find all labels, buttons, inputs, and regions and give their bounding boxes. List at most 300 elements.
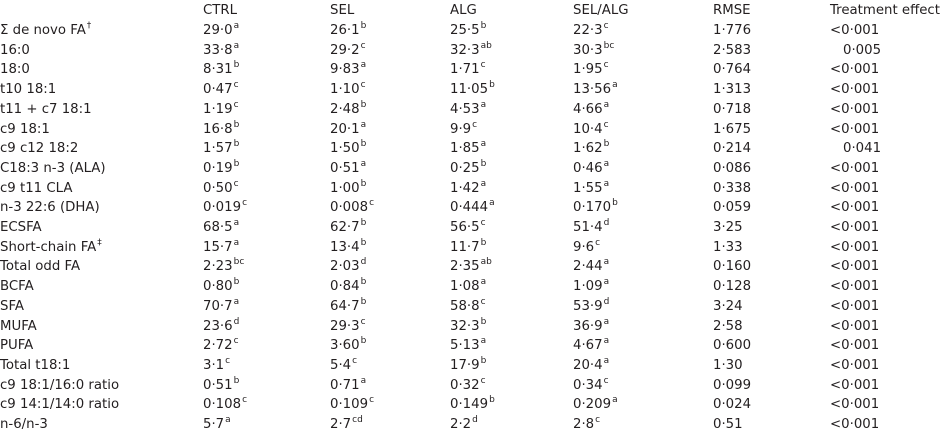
significance-superscript: c [233,99,239,110]
significance-superscript: a [233,40,240,51]
cell-text: 68·5 [203,220,233,235]
cell-text: 3·1 [203,357,225,373]
header-sel-alg: SEL/ALG [573,3,629,18]
cell-text: <0·001 [830,200,880,216]
treatment-effect-value [830,159,879,178]
alg-value [450,336,486,357]
significance-superscript: a [225,415,231,425]
row-label [0,80,57,101]
cell-text: 0·149 [450,397,489,413]
significance-superscript: c [480,296,486,307]
row-label [0,277,35,298]
cell-text: 1·09 [573,279,603,295]
cell-text: 9·9 [450,121,472,137]
sel-value [330,415,363,436]
alg-value [450,238,486,259]
cell-text: <0·001 [830,259,880,275]
cell-text: 0·71 [330,377,360,393]
rmse-value [713,80,751,99]
alg-value [450,21,486,42]
significance-superscript: b [360,296,367,307]
cell-text: 2·7 [330,417,352,432]
cell-text: 2·72 [203,338,233,354]
cell-text: <0·001 [830,121,880,137]
sel-value [330,317,366,338]
sel-value [330,60,366,81]
significance-superscript: bc [233,257,245,268]
cell-text: SFA [0,298,24,314]
cell-text: 0·50 [203,180,233,196]
cell-text: 0·099 [713,377,752,393]
cell-text: MUFA [0,318,37,334]
ctrl-value [203,376,239,397]
table-row [0,257,942,276]
cell-text: 10·4 [573,121,603,137]
significance-superscript: c [233,336,239,347]
significance-superscript: b [489,395,495,406]
cell-text: 30·3 [573,42,603,58]
treatment-effect-value [830,395,879,414]
cell-text: 2·48 [330,101,360,117]
cell-text: 23·6 [203,318,233,334]
sel-value [330,41,366,62]
table-row [0,41,942,60]
cell-text: 53·9 [573,298,603,314]
cell-text: <0·001 [830,239,880,255]
cell-text: 29·3 [330,318,360,334]
sel-alg-value [573,80,618,101]
sel-value [330,198,374,219]
row-label [0,179,73,200]
cell-text: 4·67 [573,338,603,354]
significance-superscript: a [233,21,240,31]
cell-text: 13·56 [573,82,612,98]
ctrl-value [203,218,239,239]
significance-superscript: a [480,139,487,150]
sel-alg-value [573,218,609,239]
table-row [0,297,942,316]
cell-text: 11·7 [450,239,480,255]
table-row [0,277,942,296]
significance-superscript: c [233,178,239,189]
sel-value [330,179,366,200]
alg-value [450,60,486,81]
alg-value [450,317,486,338]
cell-text: <0·001 [830,62,880,78]
sel-alg-value [573,317,609,338]
cell-text: 0·128 [713,279,752,295]
significance-superscript: a [480,178,487,189]
treatment-effect-value [830,21,879,40]
sel-alg-value [573,198,618,219]
cell-text: 0·008 [330,200,369,216]
cell-text: 0·51 [203,377,233,393]
significance-superscript: b [360,277,367,288]
sel-alg-value [573,100,609,121]
cell-text: 3·24 [713,298,743,314]
cell-text: <0·001 [830,220,880,235]
cell-text: 32·3 [450,42,480,58]
ctrl-value [203,41,239,62]
significance-superscript: a [233,237,240,248]
sel-alg-value [573,277,609,298]
sel-value [330,395,374,416]
rmse-value [713,297,743,316]
rmse-value [713,257,751,276]
cell-text: 2·583 [713,42,752,58]
significance-superscript: b [480,355,487,366]
significance-superscript: c [225,355,231,366]
treatment-effect-value [830,376,879,395]
cell-text: 0·160 [713,259,752,275]
row-label [0,415,49,436]
cell-text: 3·25 [713,220,743,235]
cell-text: 58·8 [450,298,480,314]
significance-superscript: c [369,198,375,209]
row-label [0,60,31,81]
header-sel: SEL [330,3,355,18]
cell-text: 16·8 [203,121,233,137]
cell-text: 1·776 [713,23,752,38]
rmse-value [713,120,751,139]
significance-superscript: c [603,375,609,386]
cell-text: <0·001 [830,397,880,413]
cell-text: 1·62 [573,141,603,157]
treatment-effect-value [830,198,879,217]
significance-superscript: b [360,336,367,347]
cell-text: 1·19 [203,101,233,117]
treatment-effect-value [830,120,879,139]
cell-text: 0·19 [203,160,233,176]
row-label [0,395,120,416]
rmse-value [713,376,751,395]
rmse-value [713,356,743,375]
significance-superscript: a [603,178,610,189]
significance-superscript: c [233,80,239,91]
cell-text: 0·51 [330,160,360,176]
cell-text: <0·001 [830,357,880,373]
cell-text: 1·00 [330,180,360,196]
ctrl-value [203,159,239,180]
treatment-effect-value [830,179,879,198]
cell-text: 2·58 [713,318,743,334]
significance-superscript: a [603,336,610,347]
ctrl-value [203,139,239,160]
sel-value [330,80,366,101]
cell-text: 1·55 [573,180,603,196]
treatment-effect-value [830,415,879,434]
alg-value [450,80,495,101]
cell-text: 26·1 [330,23,360,38]
significance-superscript: a [480,277,487,288]
cell-text: <0·001 [830,82,880,98]
treatment-effect-value [830,60,879,79]
table-row [0,60,942,79]
cell-text: 64·7 [330,298,360,314]
significance-superscript: a [360,375,367,386]
table-row [0,21,942,40]
significance-superscript: b [233,277,240,288]
table-row [0,415,942,434]
rmse-value [713,277,751,296]
ctrl-value [203,257,244,278]
cell-text: c9 18:1 [0,121,50,137]
cell-text: 70·7 [203,298,233,314]
cell-text: BCFA [0,279,34,295]
rmse-value [713,218,743,237]
alg-value [450,198,495,219]
alg-value [450,297,486,318]
sel-value [330,139,366,160]
sel-alg-value [573,139,609,160]
cell-text: 1·95 [573,62,603,78]
cell-text: 0·25 [450,160,480,176]
table-header-row [0,1,942,20]
significance-superscript: a [360,158,367,169]
cell-text: <0·001 [830,180,880,196]
sel-value [330,297,366,318]
table-row [0,336,942,355]
significance-superscript: a [603,277,610,288]
cell-text: 29·2 [330,42,360,58]
rmse-value [713,415,743,434]
rmse-value [713,317,743,336]
ctrl-value [203,317,239,338]
significance-superscript: b [233,139,240,150]
significance-superscript: b [480,316,487,327]
cell-text: 22·3 [573,23,603,38]
significance-superscript: c [480,60,486,71]
significance-superscript: c [595,237,601,248]
row-label [0,41,31,62]
significance-superscript: b [360,139,367,150]
sel-alg-value [573,60,609,81]
ctrl-value [203,297,239,318]
cell-text: Short-chain FA [0,239,97,255]
cell-text: <0·001 [830,338,880,354]
significance-superscript: a [233,296,240,307]
row-label [0,100,93,121]
treatment-effect-value [830,277,879,296]
cell-text: 1·30 [713,357,743,373]
header-treatment-effect: Treatment effect [830,3,940,18]
row-label [0,336,34,357]
cell-text: c9 t11 CLA [0,180,73,196]
cell-text: <0·001 [830,318,880,334]
table-row [0,376,942,395]
rmse-value [713,139,751,158]
cell-text: 32·3 [450,318,480,334]
cell-text: <0·001 [830,377,880,393]
significance-superscript: a [489,198,495,209]
ctrl-value [203,179,239,200]
cell-text: c9 c12 18:2 [0,141,79,157]
cell-text: ECSFA [0,220,42,235]
cell-text: 29·0 [203,23,233,38]
treatment-effect-value [830,356,879,375]
cell-text: 0·209 [573,397,612,413]
cell-text: 1·33 [713,239,743,255]
significance-superscript: a [233,218,240,228]
cell-text: <0·001 [830,101,880,117]
ctrl-value [203,415,231,436]
cell-text: t11 + c7 18:1 [0,101,92,117]
significance-superscript: b [360,21,367,31]
ctrl-value [203,336,239,357]
cell-text: Total t18:1 [0,357,71,373]
cell-text: 0·109 [330,397,369,413]
cell-text: 17·9 [450,357,480,373]
significance-superscript: ab [480,257,492,268]
cell-text: t10 18:1 [0,82,57,98]
cell-text: 0·108 [203,397,242,413]
cell-text: 3·60 [330,338,360,354]
rmse-value [713,336,751,355]
sel-value [330,336,366,357]
sel-alg-value [573,415,600,436]
cell-text: 0·51 [713,417,743,432]
cell-text: 0·338 [713,180,752,196]
cell-text: 20·1 [330,121,360,137]
significance-superscript: b [612,198,618,209]
alg-value [450,277,486,298]
alg-value [450,218,486,239]
alg-value [450,376,486,397]
rmse-value [713,238,743,257]
cell-text: 1·08 [450,279,480,295]
significance-superscript: cd [352,415,363,425]
cell-text: 9·83 [330,62,360,78]
table-row [0,120,942,139]
alg-value [450,257,492,278]
table-row [0,317,942,336]
alg-value [450,179,486,200]
cell-text: 0·019 [203,200,242,216]
cell-text: 13·4 [330,239,360,255]
row-label [0,139,79,160]
cell-text: 0·041 [843,141,882,157]
treatment-effect-value [830,218,879,237]
significance-superscript: a [603,99,610,110]
sel-value [330,277,366,298]
significance-superscript: c [360,80,366,91]
header-rmse: RMSE [713,3,751,18]
sel-alg-value [573,159,609,180]
significance-superscript: b [480,237,487,248]
treatment-effect-value [830,336,879,355]
significance-superscript: a [612,80,618,91]
table-row [0,356,942,375]
significance-superscript: c [242,395,248,406]
cell-text: 0·024 [713,397,752,413]
rmse-value [713,395,751,414]
significance-superscript: c [480,218,486,228]
alg-value [450,395,495,416]
alg-value [450,41,492,62]
ctrl-value [203,277,239,298]
rmse-value [713,100,751,119]
cell-text: n-6/n-3 [0,417,48,432]
table-row [0,159,942,178]
ctrl-value [203,60,239,81]
sel-value [330,100,366,121]
sel-alg-value [573,356,609,377]
cell-text: <0·001 [830,417,880,432]
cell-text: 1·10 [330,82,360,98]
significance-superscript: a [603,316,610,327]
cell-text: 16:0 [0,42,30,58]
cell-text: 15·7 [203,239,233,255]
cell-text: 20·4 [573,357,603,373]
significance-superscript: b [233,119,240,130]
table-row [0,179,942,198]
significance-superscript: c [603,21,609,31]
significance-superscript: c [603,119,609,130]
cell-text: PUFA [0,338,34,354]
cell-text: 2·03 [330,259,360,275]
header-ctrl: CTRL [203,3,238,18]
row-label [0,297,25,318]
ctrl-value [203,238,239,259]
significance-superscript: b [360,237,367,248]
cell-text: 0·444 [450,200,489,216]
significance-superscript: a [360,60,367,71]
cell-text: 62·7 [330,220,360,235]
cell-text: 0·005 [843,42,882,58]
cell-text: c9 14:1/14:0 ratio [0,397,120,413]
significance-superscript: d [360,257,367,268]
cell-text: 0·059 [713,200,752,216]
table-row [0,100,942,119]
sel-alg-value [573,297,609,318]
row-label [0,120,51,141]
cell-text: 4·53 [450,101,480,117]
ctrl-value [203,356,230,377]
cell-text: 1·57 [203,141,233,157]
cell-text: 0·764 [713,62,752,78]
cell-text: 0·170 [573,200,612,216]
significance-superscript: ‡ [97,237,102,248]
significance-superscript: b [360,218,367,228]
alg-value [450,120,477,141]
row-label [0,356,71,377]
treatment-effect-value [830,238,879,257]
rmse-value [713,159,751,178]
cell-text: <0·001 [830,279,880,295]
rmse-value [713,60,751,79]
table-row [0,139,942,158]
cell-text: 0·32 [450,377,480,393]
sel-value [330,218,366,239]
row-label [0,198,101,219]
treatment-effect-value [830,139,881,158]
sel-value [330,120,366,141]
sel-alg-value [573,257,609,278]
row-label [0,218,43,239]
significance-superscript: a [603,158,610,169]
significance-superscript: b [360,178,367,189]
sel-alg-value [573,238,600,259]
cell-text: C18:3 n-3 (ALA) [0,160,106,176]
table-row [0,218,942,237]
significance-superscript: † [86,21,92,31]
cell-text: 4·66 [573,101,603,117]
cell-text: 56·5 [450,220,480,235]
cell-text: Σ de novo FA [0,23,86,38]
significance-superscript: bc [603,40,615,51]
significance-superscript: c [360,316,366,327]
treatment-effect-value [830,41,881,60]
